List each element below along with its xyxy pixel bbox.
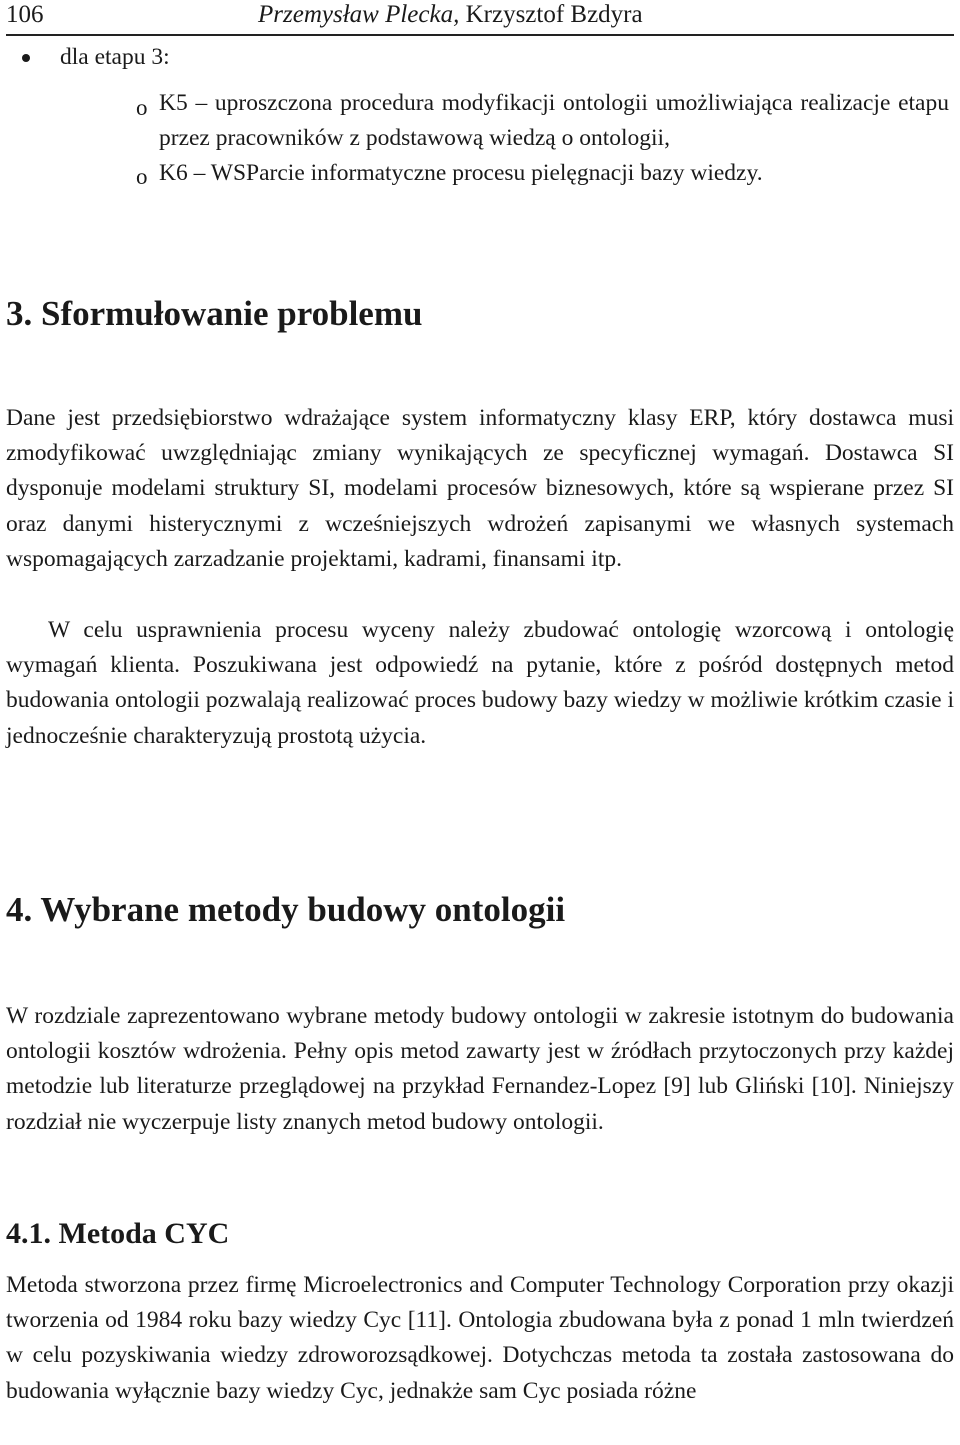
list-item: K5 – uproszczona procedura modyfikacji ontologii umożliwiająca realizacje etapu przez pracowników z podstawową wiedzą o ontologii, <box>159 90 949 151</box>
paragraph: W celu usprawnienia procesu wyceny należy zbudować ontologię wzorcową i ontologię wymagań klienta. Poszukiwana jest odpowiedź na pytanie, które z pośród dostępnych metod budowania ontologii pozwalają realizować proces budowy bazy wiedzy w możliwie krótkim czasie i jednocześnie charakteryzują prostotą użycia. <box>6 617 954 749</box>
section-heading: 4. Wybrane metody budowy ontologii <box>6 890 566 929</box>
running-head-authors <box>258 1 643 29</box>
page-header <box>6 0 954 36</box>
list-marker: o <box>136 164 148 189</box>
author-first: Przemysław Plecka, <box>258 1 460 28</box>
list-marker: o <box>136 95 148 120</box>
page-number: 106 <box>6 1 44 28</box>
paragraph: Dane jest przedsiębiorstwo wdrażające system informatyczny klasy ERP, który dostawca musi zmodyfikować uwzględniając zmiany wynikających ze specyficznej wymagań. Dostawca SI dysponuje modelami struktury SI, modelami procesów biznesowych, które są wspierane przez SI oraz danymi histerycznymi z wcześniejszych wdrożeń zapisanymi we własnych systemach wspomagających zarzadzanie projektami, kadrami, finansami itp. <box>6 405 954 572</box>
subsection-heading: 4.1. Metoda CYC <box>6 1217 230 1250</box>
paragraph: W rozdziale zaprezentowano wybrane metody budowy ontologii w zakresie istotnym do budowania ontologii kosztów wdrożenia. Pełny opis metod zawarty jest w źródłach przytoczonych przy każdej metodzie lub literaturze przeglądowej na przykład Fernandez-Lopez [9] lub Gliński [10]. Niniejszy rozdział nie wyczerpuje listy znanych metod budowy ontologii. <box>6 1003 954 1135</box>
stage-label: dla etapu 3: <box>60 44 170 70</box>
list-item: K6 – WSParcie informatyczne procesu pielęgnacji bazy wiedzy. <box>159 160 763 186</box>
section-heading: 3. Sformułowanie problemu <box>6 294 423 333</box>
author-second: Krzysztof Bzdyra <box>459 1 643 28</box>
bullet-icon <box>22 54 30 62</box>
paragraph: Metoda stworzona przez firmę Microelectronics and Computer Technology Corporation przy okazji tworzenia od 1984 roku bazy wiedzy Cyc [11]. Ontologia zbudowana była z ponad 1 mln twierdzeń w celu pozyskiwania wiedzy zdroworozsądkowej. Dotychczas metoda ta została zastosowana do budowania wyłącznie bazy wiedzy Cyc, jednakże sam Cyc posiada różne <box>6 1272 954 1404</box>
